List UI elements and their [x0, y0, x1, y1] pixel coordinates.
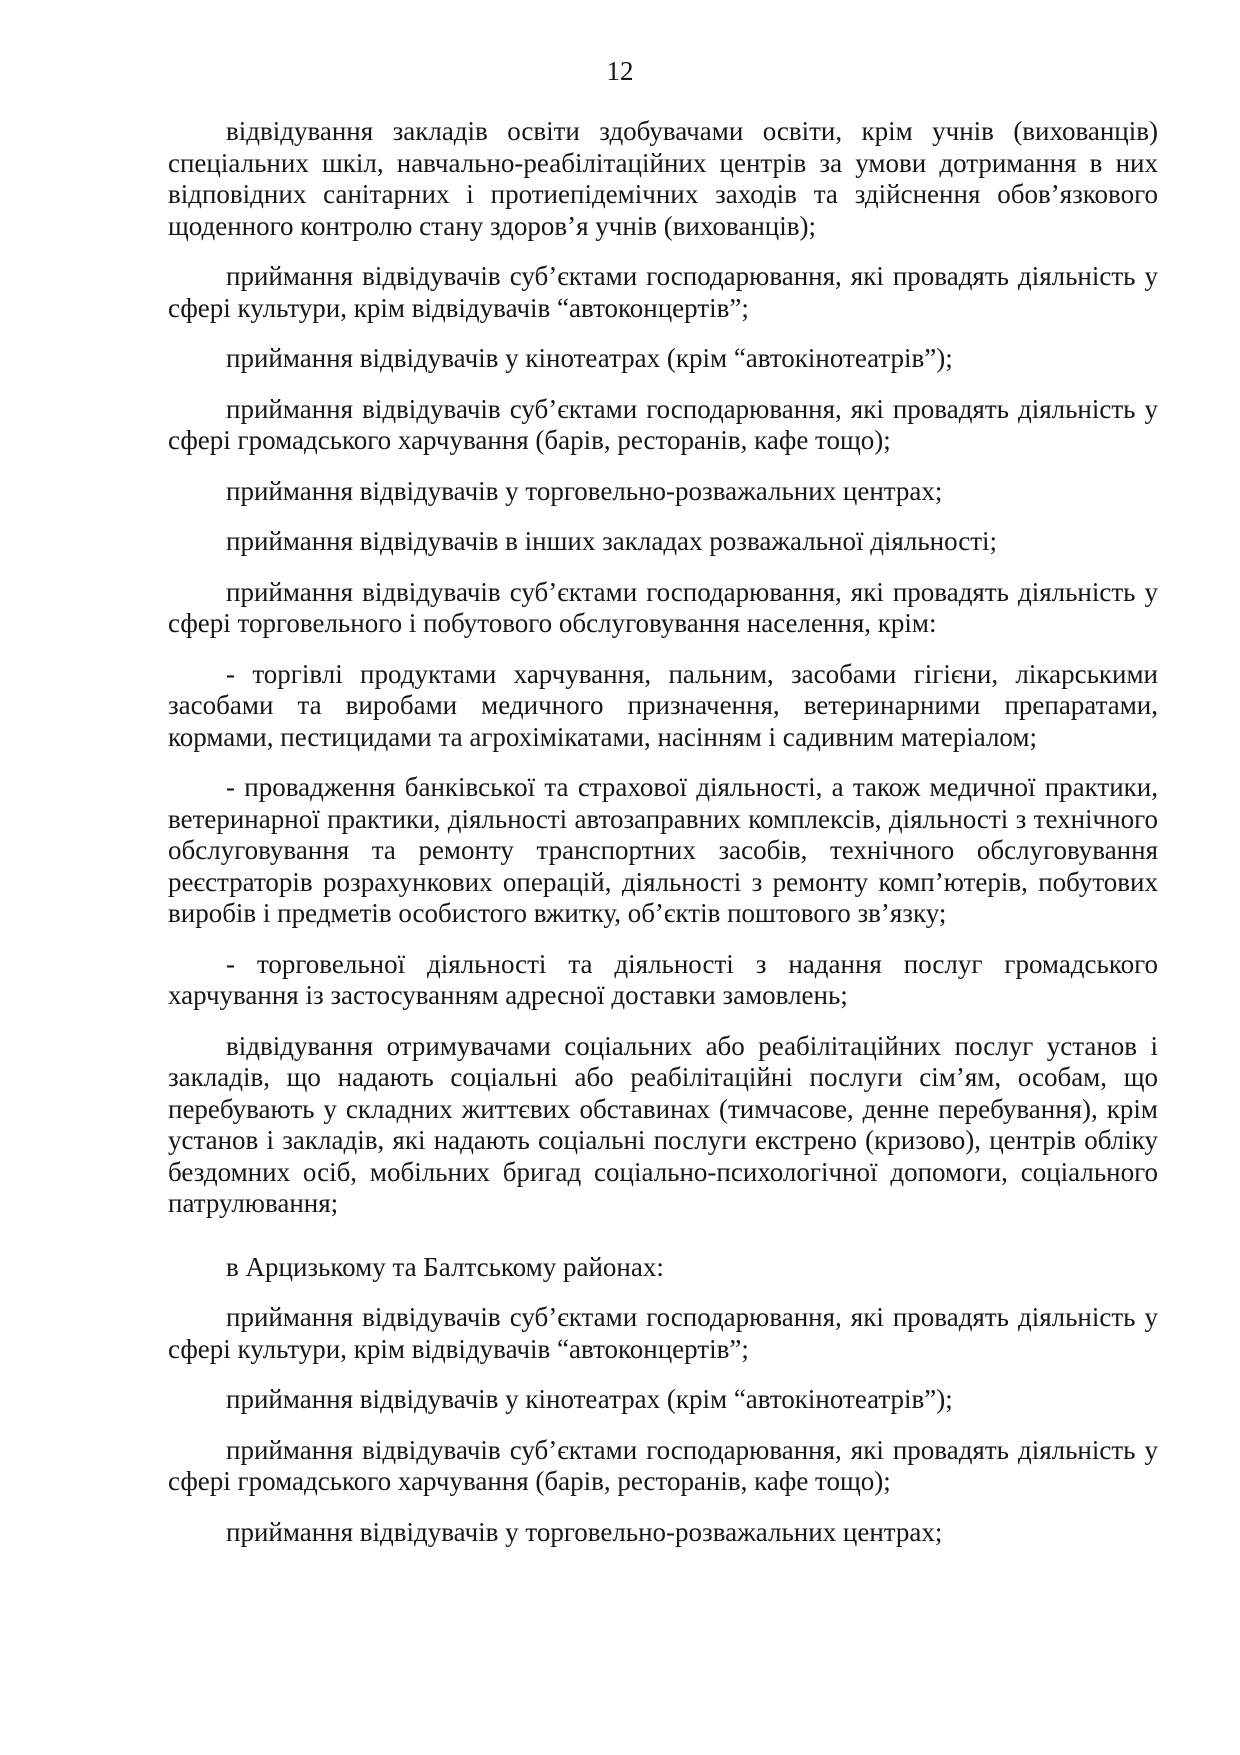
paragraph: відвідування закладів освіти здобувачами освіти, крім учнів (вихованців) спеціальних шкіл, навчально-реабілітаційних центрів за умови дотримання в них відповідних санітарних і протиепідемічних заходів та здійснення обов’язкового щоденного контролю стану здоров’я учнів (вихованців);: [168, 116, 1158, 241]
paragraph: приймання відвідувачів суб’єктами господарювання, які провадять діяльність у сфері культури, крім відвідувачів “автоконцертів”;: [168, 261, 1158, 323]
paragraph: приймання відвідувачів у торговельно-розважальних центрах;: [226, 1516, 943, 1547]
list-item: - провадження банківської та страхової діяльності, а також медичної практики, ветеринарної практики, діяльності автозаправних комплексів, діяльності з технічного обслуговування та ремонту транспортних засобів, технічного обслуговування реєстраторів розрахункових операцій, діяльності з ремонту комп’ютерів, побутових виробів і предметів особистого вжитку, об’єктів поштового зв’язку;: [168, 772, 1158, 928]
section-heading: в Арцизькому та Балтському районах:: [226, 1251, 664, 1282]
paragraph: приймання відвідувачів суб’єктами господарювання, які провадять діяльність у сфері культури, крім відвідувачів “автоконцертів”;: [168, 1302, 1158, 1364]
paragraph: приймання відвідувачів суб’єктами господарювання, які провадять діяльність у сфері громадського харчування (барів, ресторанів, кафе тощо);: [168, 1434, 1158, 1496]
paragraph: приймання відвідувачів у торговельно-розважальних центрах;: [226, 475, 943, 506]
document-body: [168, 116, 1158, 1567]
list-item: - торговельної діяльності та діяльності з надання послуг громадського харчування із застосуванням адресної доставки замовлень;: [168, 948, 1158, 1010]
paragraph: приймання відвідувачів суб’єктами господарювання, які провадять діяльність у сфері торговельного і побутового обслуговування населення, крім:: [168, 576, 1158, 638]
list-item: - торгівлі продуктами харчування, пальним, засобами гігієни, лікарськими засобами та виробами медичного призначення, ветеринарними препаратами, кормами, пестицидами та агрохімікатами, насінням і садивним матеріалом;: [168, 658, 1158, 752]
page-number: 12: [606, 56, 634, 86]
paragraph: приймання відвідувачів в інших закладах розважальної діяльності;: [226, 526, 998, 556]
paragraph: приймання відвідувачів суб’єктами господарювання, які провадять діяльність у сфері громадського харчування (барів, ресторанів, кафе тощо);: [168, 393, 1158, 455]
paragraph: відвідування отримувачами соціальних або реабілітаційних послуг установ і закладів, що надають соціальні або реабілітаційні послуги сім’ям, особам, що перебувають у складних життєвих обставинах (тимчасове, денне перебування), крім установ і закладів, які надають соціальні послуги екстрено (кризово), центрів обліку бездомних осіб, мобільних бригад соціально-психологічної допомоги, соціального патрулювання;: [168, 1030, 1158, 1218]
paragraph: приймання відвідувачів у кінотеатрах (крім “автокінотеатрів”);: [226, 1384, 953, 1414]
paragraph: приймання відвідувачів у кінотеатрах (крім “автокінотеатрів”);: [226, 343, 953, 373]
